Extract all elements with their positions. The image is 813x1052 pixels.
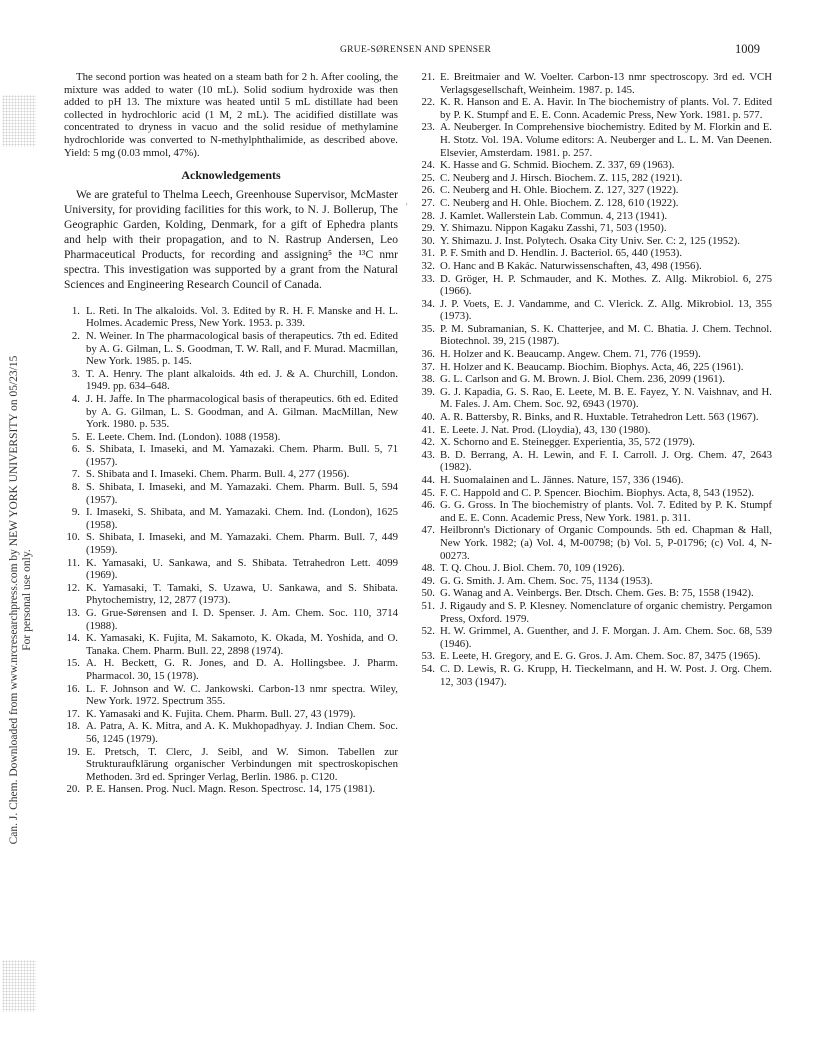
reference-item <box>420 411 772 424</box>
reference-item <box>64 783 398 796</box>
reference-number: 5. <box>71 430 80 443</box>
reference-item <box>420 172 772 185</box>
experimental-paragraph: The second portion was heated on a steam bath for 2 h. After cooling, the mixture was added to water (10 mL). Solid sodium hydroxide was then added to pH 13. The mixture was heated until 5 mL distillate had been collected in hydrochloric acid (1 M, 2 mL). The acidified distillate was concentrated to dryness in vacuo and the solid residue of methylamine hydrochloride was converted to N-methylphthalimide, as described above. Yield: 5 mg (0.03 mmol, 47%). <box>64 71 398 159</box>
reference-text: S. Shibata, I. Imaseki, and M. Yamazaki. Chem. Pharm. Bull. 7, 449 (1959). <box>86 531 398 557</box>
reference-text: Heilbronn's Dictionary of Organic Compounds. 5th ed. Chapman & Hall, New York. 1982; (a) Vol. 4, M-00798; (b) Vol. 5, P-01796; (c) Vol. 4, N-00273. <box>440 524 772 562</box>
reference-item <box>64 443 398 468</box>
reference-text: G. Grue-Sørensen and I. D. Spenser. J. Am. Chem. Soc. 110, 3714 (1988). <box>86 607 398 632</box>
reference-item <box>420 298 772 323</box>
reference-text: K. R. Hanson and E. A. Havir. In The biochemistry of plants. Vol. 7. Edited by P. K. Stumpf and E. E. Conn. Academic Press, New York. 1981. p. 577. <box>440 96 772 121</box>
reference-text: P. M. Subramanian, S. K. Chatterjee, and M. C. Bhatia. J. Chem. Technol. Biotechnol. 39, 215 (1987). <box>440 322 772 348</box>
reference-text: C. Neuberg and J. Hirsch. Biochem. Z. 115, 282 (1921). <box>440 171 683 184</box>
reference-item <box>64 557 398 582</box>
reference-item <box>420 323 772 348</box>
reference-text: A. H. Beckett, G. R. Jones, and D. A. Hollingsbee. J. Pharm. Pharmacol. 30, 15 (1978). <box>86 657 398 682</box>
reference-text: K. Hasse and G. Schmid. Biochem. Z. 337, 69 (1963). <box>440 159 675 172</box>
reference-text: K. Yamasaki and K. Fujita. Chem. Pharm. Bull. 27, 43 (1979). <box>86 707 356 720</box>
reference-number: 28. <box>421 209 435 222</box>
reference-number: 37. <box>421 360 435 373</box>
reference-number: 36. <box>421 348 435 361</box>
reference-text: J. P. Voets, E. J. Vandamme, and C. Vlerick. Z. Allg. Mikrobiol. 13, 355 (1973). <box>440 297 772 323</box>
reference-item <box>420 210 772 223</box>
scan-stamp-mark <box>2 960 36 1012</box>
reference-number: 47. <box>421 524 435 537</box>
reference-number: 10. <box>66 531 80 544</box>
reference-text: O. Hanc and B Kakác. Naturwissenschaften, 43, 498 (1956). <box>440 259 702 272</box>
reference-text: H. W. Grimmel, A. Guenther, and J. F. Morgan. J. Am. Chem. Soc. 68, 539 (1946). <box>440 625 772 650</box>
reference-text: B. D. Berrang, A. H. Lewin, and F. I. Carroll. J. Org. Chem. 47, 2643 (1982). <box>440 448 772 474</box>
reference-number: 43. <box>421 448 435 461</box>
reference-item <box>64 393 398 431</box>
reference-text: H. Suomalainen and L. Jännes. Nature, 157, 336 (1946). <box>440 474 684 486</box>
reference-number: 1. <box>71 304 80 317</box>
reference-item <box>420 121 772 159</box>
page-number: 1009 <box>735 42 760 56</box>
reference-number: 31. <box>421 247 435 260</box>
acknowledgements-heading: Acknowledgements <box>181 168 281 183</box>
reference-text: J. Kamlet. Wallerstein Lab. Commun. 4, 213 (1941). <box>440 209 668 222</box>
reference-number: 16. <box>66 682 80 695</box>
reference-text: G. G. Smith. J. Am. Chem. Soc. 75, 1134 (1953). <box>440 574 653 587</box>
reference-number: 4. <box>71 392 80 405</box>
reference-text: D. Gröger, H. P. Schmauder, and K. Mothes. Z. Allg. Mikrobiol. 6, 275 (1966). <box>440 272 772 298</box>
reference-number: 2. <box>71 329 80 342</box>
reference-number: 45. <box>421 486 435 499</box>
reference-number: 40. <box>421 411 435 424</box>
reference-number: 52. <box>421 625 435 638</box>
reference-number: 35. <box>421 322 435 335</box>
reference-item <box>64 368 398 393</box>
reference-item <box>64 657 398 682</box>
reference-text: Y. Shimazu. J. Inst. Polytech. Osaka City Univ. Ser. C: 2, 125 (1952). <box>440 234 740 247</box>
reference-number: 11. <box>66 556 80 569</box>
reference-item <box>420 273 772 298</box>
reference-item <box>420 625 772 650</box>
reference-item <box>420 235 772 248</box>
reference-text: P. E. Hansen. Prog. Nucl. Magn. Reson. Spectrosc. 14, 175 (1981). <box>86 783 376 796</box>
reference-number: 20. <box>66 783 80 796</box>
reference-item <box>420 71 772 96</box>
reference-item <box>420 650 772 663</box>
reference-number: 8. <box>71 481 80 494</box>
reference-list-right <box>420 71 772 688</box>
reference-item <box>420 524 772 562</box>
reference-number: 30. <box>421 234 435 247</box>
reference-number: 18. <box>66 720 80 733</box>
reference-text: S. Shibata, I. Imaseki, and M. Yamazaki. Chem. Pharm. Bull. 5, 594 (1957). <box>86 481 398 506</box>
reference-number: 48. <box>421 562 435 575</box>
reference-item <box>420 260 772 273</box>
reference-number: 41. <box>421 423 435 436</box>
reference-text: J. Rigaudy and S. P. Klesney. Nomenclature of organic chemistry. Pergamon Press, Oxford. 1979. <box>440 599 772 625</box>
download-notice-line: Can. J. Chem. Downloaded from www.nrcresearchpress.com by NEW YORK UNIVERSITY on 05/23/15 <box>8 355 20 845</box>
reference-number: 46. <box>421 499 435 512</box>
reference-item <box>64 531 398 556</box>
reference-item <box>64 720 398 745</box>
download-notice <box>8 190 34 1010</box>
reference-item <box>64 506 398 531</box>
left-column <box>64 71 398 796</box>
reference-number: 22. <box>421 96 435 109</box>
reference-item <box>420 474 772 487</box>
reference-text: X. Schorno and E. Steinegger. Experientia, 35, 572 (1979). <box>440 436 695 449</box>
reference-item <box>420 575 772 588</box>
reference-text: L. F. Johnson and W. C. Jankowski. Carbon-13 nmr spectra. Wiley, New York. 1972. Spectrum 355. <box>86 682 398 708</box>
stray-dot: ' <box>406 202 408 211</box>
reference-number: 13. <box>66 607 80 619</box>
reference-text: J. H. Jaffe. In The pharmacological basis of therapeutics. 6th ed. Edited by A. G. Gilman, L. S. Goodman, and A. Gilman. MacMillan, New York. 1980. p. 535. <box>86 392 398 431</box>
reference-text: E. Pretsch, T. Clerc, J. Seibl, and W. Simon. Tabellen zur Strukturaufklärung organischer Verbindungen mit spectroskopischen Methoden. 3rd ed. Springer Verlag, Berlin. 1986. p. C120. <box>86 745 398 783</box>
reference-text: S. Shibata and I. Imaseki. Chem. Pharm. Bull. 4, 277 (1956). <box>86 468 350 481</box>
reference-text: E. Leete, H. Gregory, and E. G. Gros. J. Am. Chem. Soc. 87, 3475 (1965). <box>440 650 761 663</box>
reference-text: T. Q. Chou. J. Biol. Chem. 70, 109 (1926). <box>440 562 625 575</box>
reference-text: E. Leete. J. Nat. Prod. (Lloydia), 43, 130 (1980). <box>440 423 651 436</box>
reference-item <box>64 746 398 784</box>
reference-number: 19. <box>66 745 80 758</box>
reference-number: 7. <box>71 468 80 481</box>
reference-number: 21. <box>421 71 435 83</box>
reference-number: 51. <box>421 599 435 612</box>
reference-number: 6. <box>71 443 80 456</box>
reference-number: 49. <box>421 574 435 587</box>
reference-text: A. Patra, A. K. Mitra, and A. K. Mukhopadhyay. J. Indian Chem. Soc. 56, 1245 (1979). <box>86 720 398 745</box>
reference-item <box>420 386 772 411</box>
reference-number: 33. <box>421 272 435 285</box>
reference-number: 32. <box>421 259 435 272</box>
reference-number: 29. <box>421 222 435 235</box>
reference-text: I. Imaseki, S. Shibata, and M. Yamazaki. Chem. Ind. (London), 1625 (1958). <box>86 506 398 531</box>
reference-item <box>420 499 772 524</box>
reference-text: H. Holzer and K. Beaucamp. Biochim. Biophys. Acta, 46, 225 (1961). <box>440 360 744 373</box>
reference-item <box>420 184 772 197</box>
reference-text: G. J. Kapadia, G. S. Rao, E. Leete, M. B. E. Fayez, Y. N. Vaishnav, and H. M. Fales. J. Am. Chem. Soc. 92, 6943 (1970). <box>440 385 772 411</box>
reference-text: L. Reti. In The alkaloids. Vol. 3. Edited by R. H. F. Manske and H. L. Holmes. Academic Press, New York. 1953. p. 339. <box>86 304 398 330</box>
reference-text: E. Leete. Chem. Ind. (London). 1088 (1958). <box>86 430 281 443</box>
reference-text: H. Holzer and K. Beaucamp. Angew. Chem. 71, 776 (1959). <box>440 348 701 361</box>
reference-text: F. C. Happold and C. P. Spencer. Biochim. Biophys. Acta, 8, 543 (1952). <box>440 486 755 499</box>
reference-number: 27. <box>421 196 435 209</box>
reference-text: P. F. Smith and D. Hendlin. J. Bacteriol. 65, 440 (1953). <box>440 247 683 260</box>
reference-item <box>420 663 772 688</box>
reference-item <box>420 197 772 210</box>
reference-item <box>420 159 772 172</box>
reference-text: S. Shibata, I. Imaseki, and M. Yamazaki. Chem. Pharm. Bull. 5, 71 (1957). <box>86 443 398 468</box>
reference-number: 38. <box>421 373 435 386</box>
reference-item <box>420 222 772 235</box>
reference-text: E. Breitmaier and W. Voelter. Carbon-13 nmr spectroscopy. 3rd ed. VCH Verlagsgesellschaft, Weinheim. 1987. p. 145. <box>440 71 772 96</box>
reference-number: 9. <box>71 506 80 519</box>
reference-item <box>64 305 398 330</box>
running-head: GRUE-SØRENSEN AND SPENSER <box>340 45 492 55</box>
reference-text: T. A. Henry. The plant alkaloids. 4th ed. J. & A. Churchill, London. 1949. pp. 634–648. <box>86 367 398 393</box>
reference-item <box>420 600 772 625</box>
reference-list-left <box>64 305 398 796</box>
reference-number: 24. <box>421 159 435 172</box>
reference-item <box>420 449 772 474</box>
reference-text: G. Wanag and A. Veinbergs. Ber. Dtsch. Chem. Ges. B: 75, 1558 (1942). <box>440 587 754 600</box>
reference-item <box>420 562 772 575</box>
reference-number: 34. <box>421 297 435 310</box>
reference-number: 26. <box>421 184 435 197</box>
reference-item <box>420 361 772 374</box>
reference-text: N. Weiner. In The pharmacological basis of therapeutics. 7th ed. Edited by A. G. Gilman, L. S. Goodman, T. W. Rall, and F. Murad. Macmillan, New York. 1985. p. 145. <box>86 329 398 368</box>
reference-number: 17. <box>66 707 80 720</box>
reference-item <box>420 348 772 361</box>
reference-text: G. L. Carlson and G. M. Brown. J. Biol. Chem. 236, 2099 (1961). <box>440 373 725 386</box>
reference-item <box>420 436 772 449</box>
reference-number: 23. <box>421 121 435 134</box>
reference-text: K. Yamasaki, U. Sankawa, and S. Shibata. Tetrahedron Lett. 4099 (1969). <box>86 556 398 582</box>
right-column <box>420 71 772 688</box>
reference-item <box>420 487 772 500</box>
reference-text: A. R. Battersby, R. Binks, and R. Huxtable. Tetrahedron Lett. 563 (1967). <box>440 411 759 424</box>
reference-number: 14. <box>66 632 80 645</box>
reference-number: 15. <box>66 657 80 670</box>
reference-item <box>420 373 772 386</box>
reference-text: C. Neuberg and H. Ohle. Biochem. Z. 128, 610 (1922). <box>440 196 679 209</box>
reference-text: K. Yamasaki, K. Fujita, M. Sakamoto, K. Okada, M. Yoshida, and O. Tanaka. Chem. Pharm. Bull. 22, 2898 (1974). <box>86 632 398 657</box>
reference-text: C. D. Lewis, R. G. Krupp, H. Tieckelmann, and H. W. Post. J. Org. Chem. 12, 303 (1947). <box>440 662 772 688</box>
reference-text: G. G. Gross. In The biochemistry of plants. Vol. 7. Edited by P. K. Stumpf and E. E. Conn. Academic Press, New York. 1981. p. 311. <box>440 499 772 524</box>
reference-item <box>64 431 398 444</box>
reference-number: 42. <box>421 436 435 449</box>
reference-text: Y. Shimazu. Nippon Kagaku Zasshi, 71, 503 (1950). <box>440 222 667 235</box>
reference-item <box>64 607 398 632</box>
reference-item <box>64 481 398 506</box>
reference-item <box>64 582 398 607</box>
personal-use-notice: For personal use only. <box>21 549 33 651</box>
reference-text: C. Neuberg and H. Ohle. Biochem. Z. 127, 327 (1922). <box>440 184 679 197</box>
reference-text: K. Yamasaki, T. Tamaki, S. Uzawa, U. Sankawa, and S. Shibata. Phytochemistry, 12, 2877 (1973). <box>86 581 398 607</box>
reference-item <box>64 708 398 721</box>
reference-number: 54. <box>421 662 435 675</box>
reference-item <box>420 587 772 600</box>
reference-item <box>420 424 772 437</box>
reference-item <box>64 468 398 481</box>
reference-number: 53. <box>421 650 435 663</box>
acknowledgements-text: We are grateful to Thelma Leech, Greenhouse Supervisor, McMaster University, for providing facilities for this work, to N. J. Bollerup, The Geographic Garden, Kolding, Denmark, for a gift of Ephedra plants and help with their propagation, and to N. Rastrup Andersen, Leo Pharmaceutical Products, for recording and assigning⁵ the ¹³C nmr spectra. This investigation was supported by a grant from the Natural Sciences and Engineering Research Council of Canada. <box>64 187 398 291</box>
reference-number: 3. <box>71 367 80 380</box>
reference-number: 39. <box>421 385 435 398</box>
scan-stamp-mark <box>2 95 36 147</box>
reference-item <box>64 683 398 708</box>
reference-number: 25. <box>421 171 435 184</box>
reference-item <box>64 632 398 657</box>
reference-item <box>64 330 398 368</box>
reference-item <box>420 96 772 121</box>
reference-number: 50. <box>421 587 435 600</box>
reference-number: 44. <box>421 474 435 486</box>
reference-number: 12. <box>66 581 80 594</box>
reference-text: A. Neuberger. In Comprehensive biochemistry. Edited by M. Florkin and E. H. Stotz. Vol. 19A. Volume editors: A. Neuberger and L. L. M. Van Deenen. Elsevier, Amsterdam. 1981. p. 257. <box>440 121 772 159</box>
reference-item <box>420 247 772 260</box>
